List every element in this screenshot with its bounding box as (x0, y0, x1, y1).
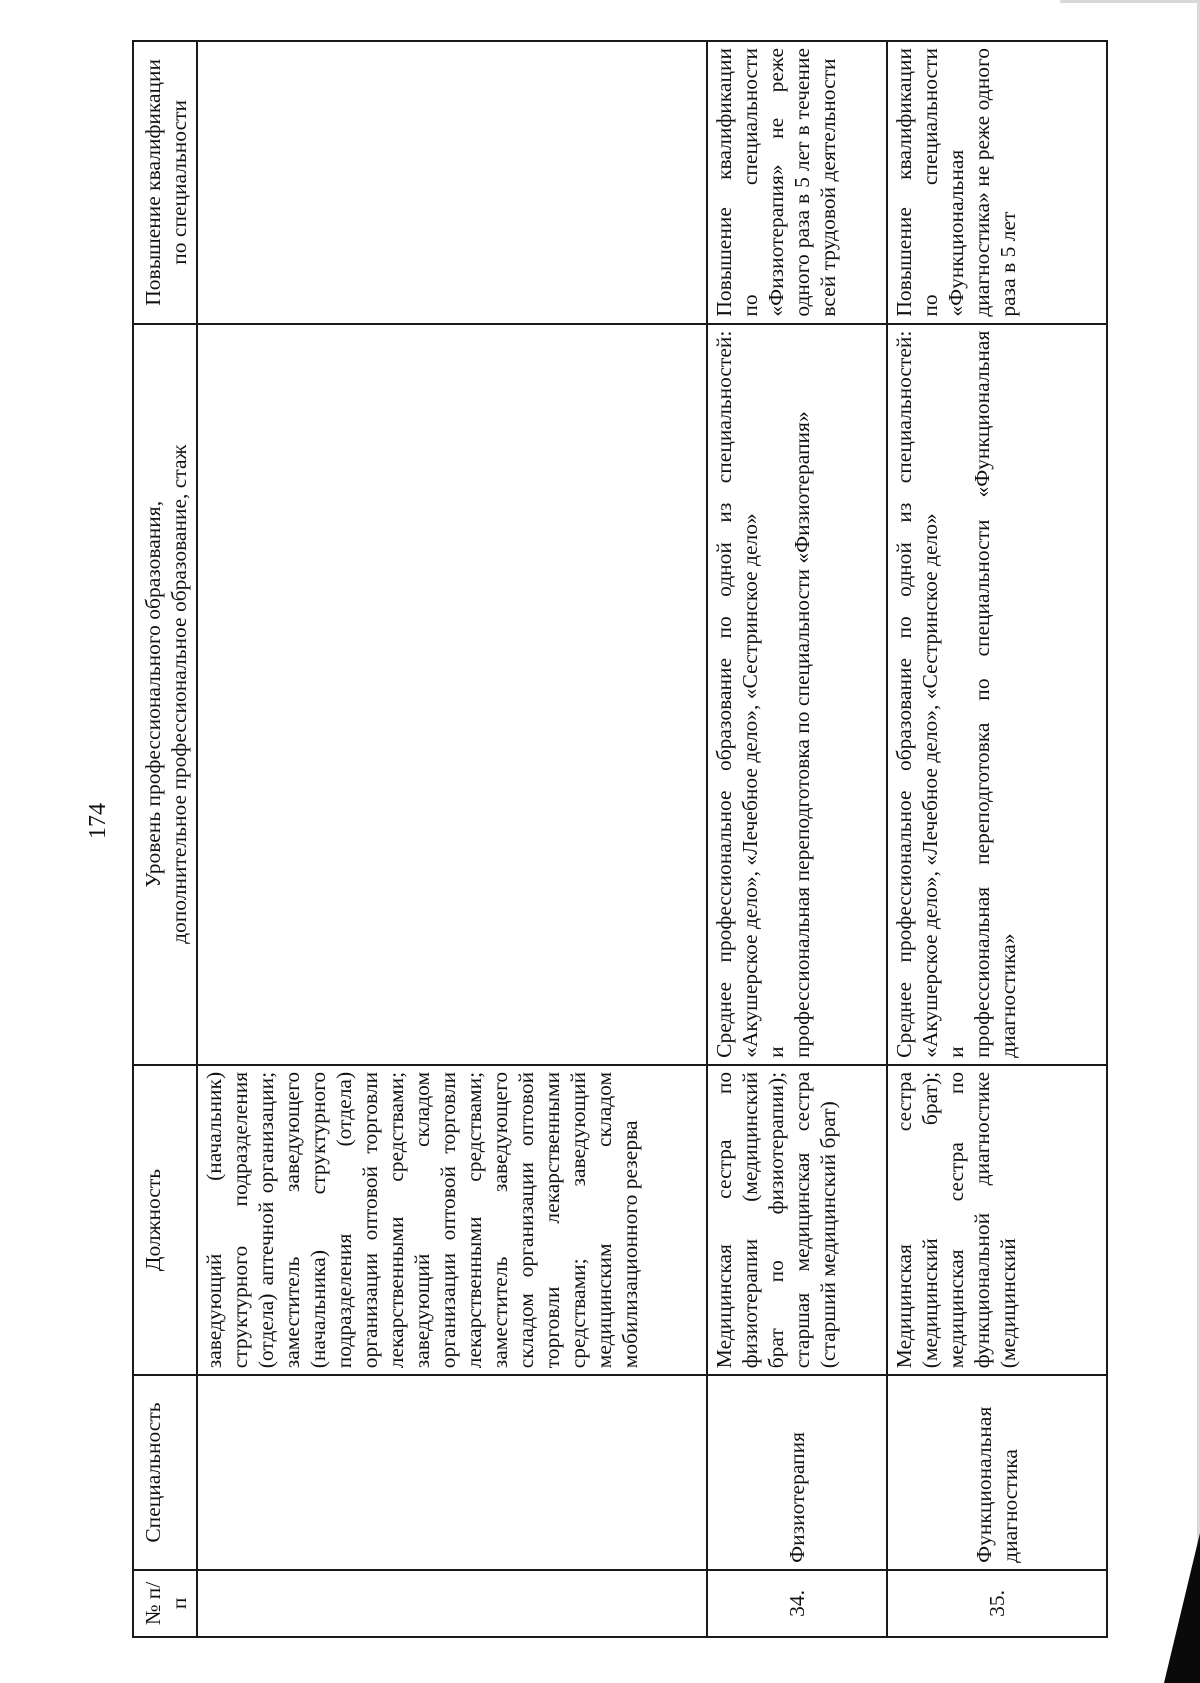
scan-corner-shadow (1164, 1533, 1200, 1683)
row-position: Медицинская сестра (медицинский брат); медицинская сестра по функциональной диагностике (медицинский (887, 1065, 1107, 1375)
header-education-line2: дополнительное профессиональное образование, стаж (167, 444, 191, 944)
row-education-and: и (764, 1046, 788, 1058)
row-qualification: Повышение квалификации по специальности «Функциональная диагностика» не реже одного раза в 5 лет (887, 41, 1107, 324)
header-education (133, 324, 197, 1065)
row-education (887, 324, 1107, 1065)
rotated-page (132, 40, 1108, 1638)
table-row (197, 41, 707, 1637)
page-number: 174 (85, 803, 111, 839)
header-position: Должность (133, 1065, 197, 1375)
row-position: заведующий (начальник) структурного подразделения (отдела) аптечной организации; заместитель заведующего (начальника) структурного подразделения (отдела) организации оптовой торговли лекарственными средствами; заведующий складом организации оптовой торговли лекарственными средствами; заместитель заведующего складом организации оптовой торговли лекарственными средствами; заведующий медицинским складом мобилизационного резерва (197, 1065, 707, 1375)
row-education-p1: Среднее профессиональное образование по одной из специальностей: «Акушерское дело», «Лечебное дело», «Сестринское дело» (712, 330, 762, 1058)
header-specialty: Специальность (133, 1375, 197, 1570)
row-education-p2: профессиональная переподготовка по специальности «Функциональная диагностика» (970, 330, 1020, 1058)
row-education-and: и (944, 1046, 968, 1058)
table-row (887, 41, 1107, 1637)
row-specialty (197, 1375, 707, 1570)
qualification-table (132, 40, 1108, 1638)
row-num: 35. (887, 1570, 1107, 1637)
row-num (197, 1570, 707, 1637)
row-specialty: Физиотерапия (707, 1375, 887, 1570)
row-education (707, 324, 887, 1065)
row-education-p1: Среднее профессиональное образование по одной из специальностей: «Акушерское дело», «Лечебное дело», «Сестринское дело» (892, 330, 942, 1058)
row-qualification: Повышение квалификации по специальности «Физиотерапия» не реже одного раза в 5 лет в течение всей трудовой деятельности (707, 41, 887, 324)
row-specialty: Функциональная диагностика (887, 1375, 1107, 1570)
scan-edge-top (1060, 0, 1200, 3)
table-row (707, 41, 887, 1637)
row-education (197, 324, 707, 1065)
table-header-row (133, 41, 197, 1637)
row-num: 34. (707, 1570, 887, 1637)
header-num: № п/п (133, 1570, 197, 1637)
row-position: Медицинская сестра по физиотерапии (медицинский брат по физиотерапии); старшая медицинская сестра (старший медицинский брат) (707, 1065, 887, 1375)
row-qualification (197, 41, 707, 324)
header-education-line1: Уровень профессионального образования, (141, 500, 165, 888)
header-qualification: Повышение квалификации по специальности (133, 41, 197, 324)
row-education-p2: профессиональная переподготовка по специальности «Физиотерапия» (790, 411, 814, 1058)
